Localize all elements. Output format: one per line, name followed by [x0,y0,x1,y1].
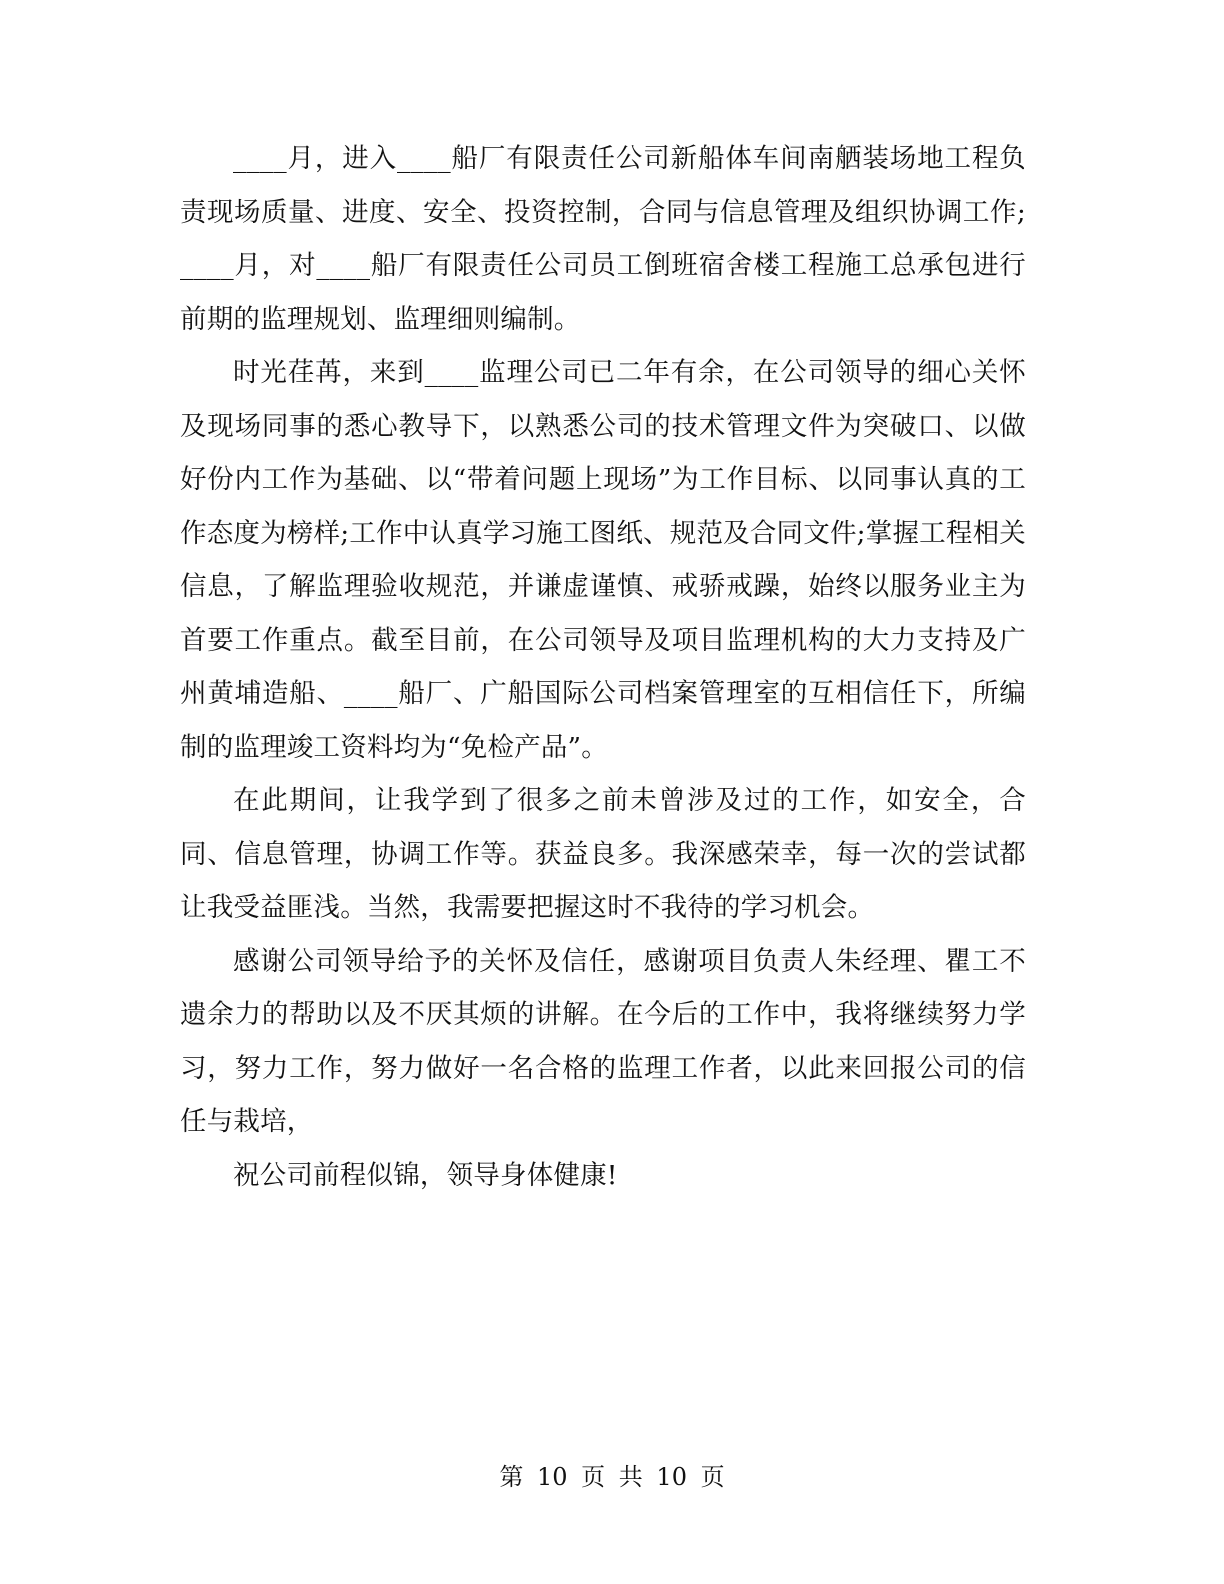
page-number-footer: 第 10 页 共 10 页 [499,1463,725,1491]
paragraph-learning: 在此期间，让我学到了很多之前未曾涉及过的工作，如安全，合同、信息管理，协调工作等。获益良多。我深感荣幸，每一次的尝试都让我受益匪浅。当然，我需要把握这时不我待的学习机会。 [180,785,1026,923]
paragraph-closing-wish: 祝公司前程似锦，领导身体健康! [233,1159,618,1191]
document-body [180,132,1026,1202]
paragraph-reflection: 时光荏苒，来到____监理公司已二年有余，在公司领导的细心关怀及现场同事的悉心教导下，以熟悉公司的技术管理文件为突破口、以做好份内工作为基础、以“带着问题上现场”为工作目标、以同事认真的工作态度为榜样;工作中认真学习施工图纸、规范及合同文件;掌握工程相关信息，了解监理验收规范，并谦虚谨慎、戒骄戒躁，始终以服务业主为首要工作重点。截至目前，在公司领导及项目监理机构的大力支持及广州黄埔造船、____船厂、广船国际公司档案管理室的互相信任下，所编制的监理竣工资料均为“免检产品”。 [180,357,1026,763]
paragraph-work-history: ____月，进入____船厂有限责任公司新船体车间南舾装场地工程负责现场质量、进度、安全、投资控制，合同与信息管理及组织协调工作;____月，对____船厂有限责任公司员工倒班宿舍楼工程施工总承包进行前期的监理规划、监理细则编制。 [180,143,1026,335]
paragraph-thanks: 感谢公司领导给予的关怀及信任，感谢项目负责人朱经理、瞿工不遗余力的帮助以及不厌其烦的讲解。在今后的工作中，我将继续努力学习，努力工作，努力做好一名合格的监理工作者，以此来回报公司的信任与栽培， [180,945,1026,1137]
